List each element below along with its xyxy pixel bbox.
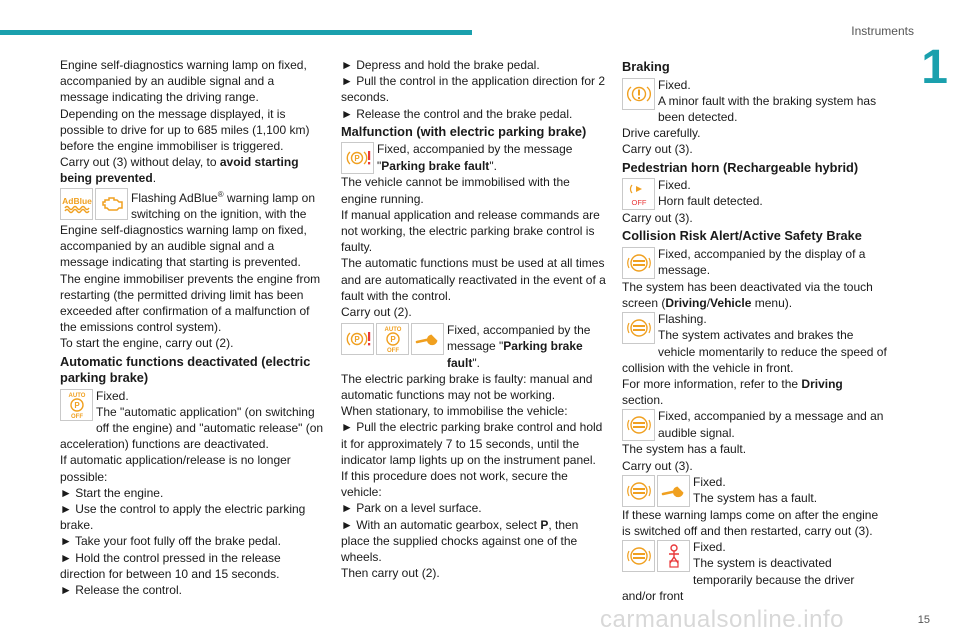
heading-pedestrian-horn: Pedestrian horn (Rechargeable hybrid) [622, 159, 859, 175]
step: ► Take your foot fully off the brake pedal. [60, 534, 281, 549]
paragraph: If automatic application/release is no longer possible: [60, 453, 291, 484]
paragraph: The system is deactivated temporarily because the driver and/or front [622, 556, 855, 603]
step: ► Start the engine. [60, 485, 164, 500]
paragraph: Carry out (2). [341, 304, 412, 319]
collision-entry-1 [622, 246, 887, 279]
svg-text:P: P [73, 400, 80, 410]
paragraph: Fixed. [693, 474, 726, 489]
heading-automatic-functions: Automatic functions deactivated (electric parking brake) [60, 353, 311, 386]
wrench-icon [411, 323, 444, 355]
column-2 [341, 57, 609, 581]
paragraph: When stationary, to immobilise the vehicle: [341, 404, 568, 419]
svg-text:OFF: OFF [631, 198, 646, 208]
paragraph: Carry out (3). [622, 458, 693, 473]
svg-text:AUTO: AUTO [68, 392, 85, 399]
parking-brake-fault-entry [341, 141, 609, 174]
step: ► Pull the electric parking brake control and hold it for approximately 7 to 15 seconds, until the indicator lamp lights up on the instrument panel. [341, 420, 603, 467]
paragraph: Fixed, accompanied by the display of a message. [658, 246, 866, 277]
column-1 [60, 57, 325, 598]
svg-text:OFF: OFF [386, 348, 399, 355]
parking-brake-fault-icon [341, 323, 374, 355]
svg-text:AUTO: AUTO [384, 327, 401, 334]
svg-text:P: P [389, 335, 396, 345]
paragraph: Flashing. [658, 312, 707, 327]
step: ► Hold the control pressed in the release direction for between 10 and 15 seconds. [60, 550, 281, 581]
collision-entry-5 [622, 539, 887, 604]
watermark: carmanualsonline.info [600, 606, 844, 633]
paragraph: Carry out (3) without delay, to avoid starting being prevented. [60, 155, 299, 186]
parking-brake-faulty-entry [341, 322, 609, 371]
paragraph: Engine self-diagnostics warning lamp on fixed, accompanied by an audible signal and a message indicating the driving range. [60, 58, 307, 105]
braking-entry [622, 77, 887, 126]
paragraph: The automatic functions must be used at all times and are automatically reactivated in the event of a fault with the control. [341, 256, 606, 303]
collision-alert-icon [622, 409, 655, 441]
paragraph: Fixed. [693, 540, 726, 555]
collision-alert-icon [622, 540, 655, 572]
paragraph: The system has a fault. [693, 490, 818, 505]
paragraph: The system has a fault. [622, 442, 747, 457]
step: ► Park on a level surface. [341, 501, 482, 516]
heading-malfunction: Malfunction (with electric parking brake) [341, 123, 587, 139]
paragraph: Flashing AdBlue® warning lamp on switching on the ignition, with the Engine self-diagnostics warning lamp on fixed, accompanied by an audible signal and a message indicating that starting is prevented. [60, 189, 316, 270]
paragraph: Fixed, accompanied by the message "Parking brake fault". [447, 323, 591, 370]
pedestrian-horn-entry [622, 177, 887, 210]
paragraph: Fixed. [658, 77, 691, 92]
paragraph: The system activates and brakes the vehicle momentarily to reduce the speed of collision with the vehicle in front. [622, 328, 887, 375]
svg-text:P: P [353, 154, 360, 164]
brake-warning-icon [622, 78, 655, 110]
page-number: 15 [917, 614, 930, 626]
column-3 [622, 57, 887, 604]
paragraph: Depending on the message displayed, it is possible to drive for up to 685 miles (1,100 km) before the engine immobiliser is triggered. [60, 106, 310, 154]
paragraph: Horn fault detected. [658, 194, 763, 209]
svg-text:P: P [353, 335, 360, 345]
pedestrian-horn-off-icon [622, 178, 655, 210]
adblue-warning-entry [60, 187, 325, 271]
parking-brake-fault-icon [341, 142, 374, 174]
collision-alert-icon [622, 475, 655, 507]
paragraph: Then carry out (2). [341, 566, 440, 581]
paragraph: The engine immobiliser prevents the engine from restarting (the permitted driving limit has been exceeded after confirmation of a malfunction of the emissions control system). [60, 271, 321, 335]
paragraph: Carry out (3). [622, 211, 693, 226]
collision-entry-3 [622, 408, 887, 441]
paragraph: The "automatic application" (on switching off the engine) and "automatic release" (on acceleration) functions are deactivated. [60, 404, 324, 452]
paragraph: If manual application and release commands are not working, the electric parking brake control is faulty. [341, 207, 600, 255]
driver-attention-icon [657, 540, 690, 572]
collision-alert-icon [622, 312, 655, 344]
paragraph: The electric parking brake is faulty: manual and automatic functions may not be working. [341, 371, 593, 402]
step: ► Release the control and the brake pedal. [341, 106, 573, 121]
paragraph: Fixed. [96, 388, 129, 403]
paragraph: A minor fault with the braking system has been detected. [658, 93, 877, 124]
paragraph: Drive carefully. [622, 126, 701, 141]
heading-collision-risk: Collision Risk Alert/Active Safety Brake [622, 228, 862, 244]
wrench-icon [657, 475, 690, 507]
auto-p-off-icon [376, 323, 409, 355]
paragraph: Fixed, accompanied by the message "Parking brake fault". [377, 142, 573, 173]
collision-alert-icon [622, 247, 655, 279]
step: ► Release the control. [60, 583, 182, 598]
heading-braking: Braking [622, 59, 670, 74]
adblue-icon [60, 188, 93, 220]
svg-text:AdBlue: AdBlue [61, 195, 92, 206]
paragraph: The vehicle cannot be immobilised with the engine running. [341, 175, 570, 206]
chapter-number: 1 [921, 41, 948, 94]
step: ► Depress and hold the brake pedal. [341, 58, 540, 72]
step: ► Use the control to apply the electric parking brake. [60, 502, 306, 533]
paragraph: For more information, refer to the Driving section. [622, 376, 843, 408]
engine-icon [95, 188, 128, 220]
paragraph: To start the engine, carry out (2). [60, 336, 234, 351]
paragraph: If these warning lamps come on after the engine is switched off and then restarted, carry out (3). [622, 507, 879, 538]
paragraph: The system has been deactivated via the touch screen (Driving/Vehicle menu). [622, 279, 873, 310]
paragraph: Carry out (3). [622, 142, 693, 157]
step: ► With an automatic gearbox, select P, then place the supplied chocks against one of the wheels. [341, 517, 579, 564]
auto-functions-entry [60, 388, 325, 453]
section-title: Instruments [851, 24, 914, 38]
collision-entry-4 [622, 474, 887, 507]
paragraph: If this procedure does not work, secure the vehicle: [341, 468, 568, 500]
svg-text:OFF: OFF [70, 413, 83, 420]
paragraph: Fixed, accompanied by a message and an audible signal. [658, 409, 884, 440]
paragraph: Fixed. [658, 178, 691, 193]
collision-entry-2 [622, 311, 887, 376]
header-accent-bar [0, 30, 472, 35]
step: ► Pull the control in the application direction for 2 seconds. [341, 74, 606, 105]
auto-p-off-icon [60, 389, 93, 421]
